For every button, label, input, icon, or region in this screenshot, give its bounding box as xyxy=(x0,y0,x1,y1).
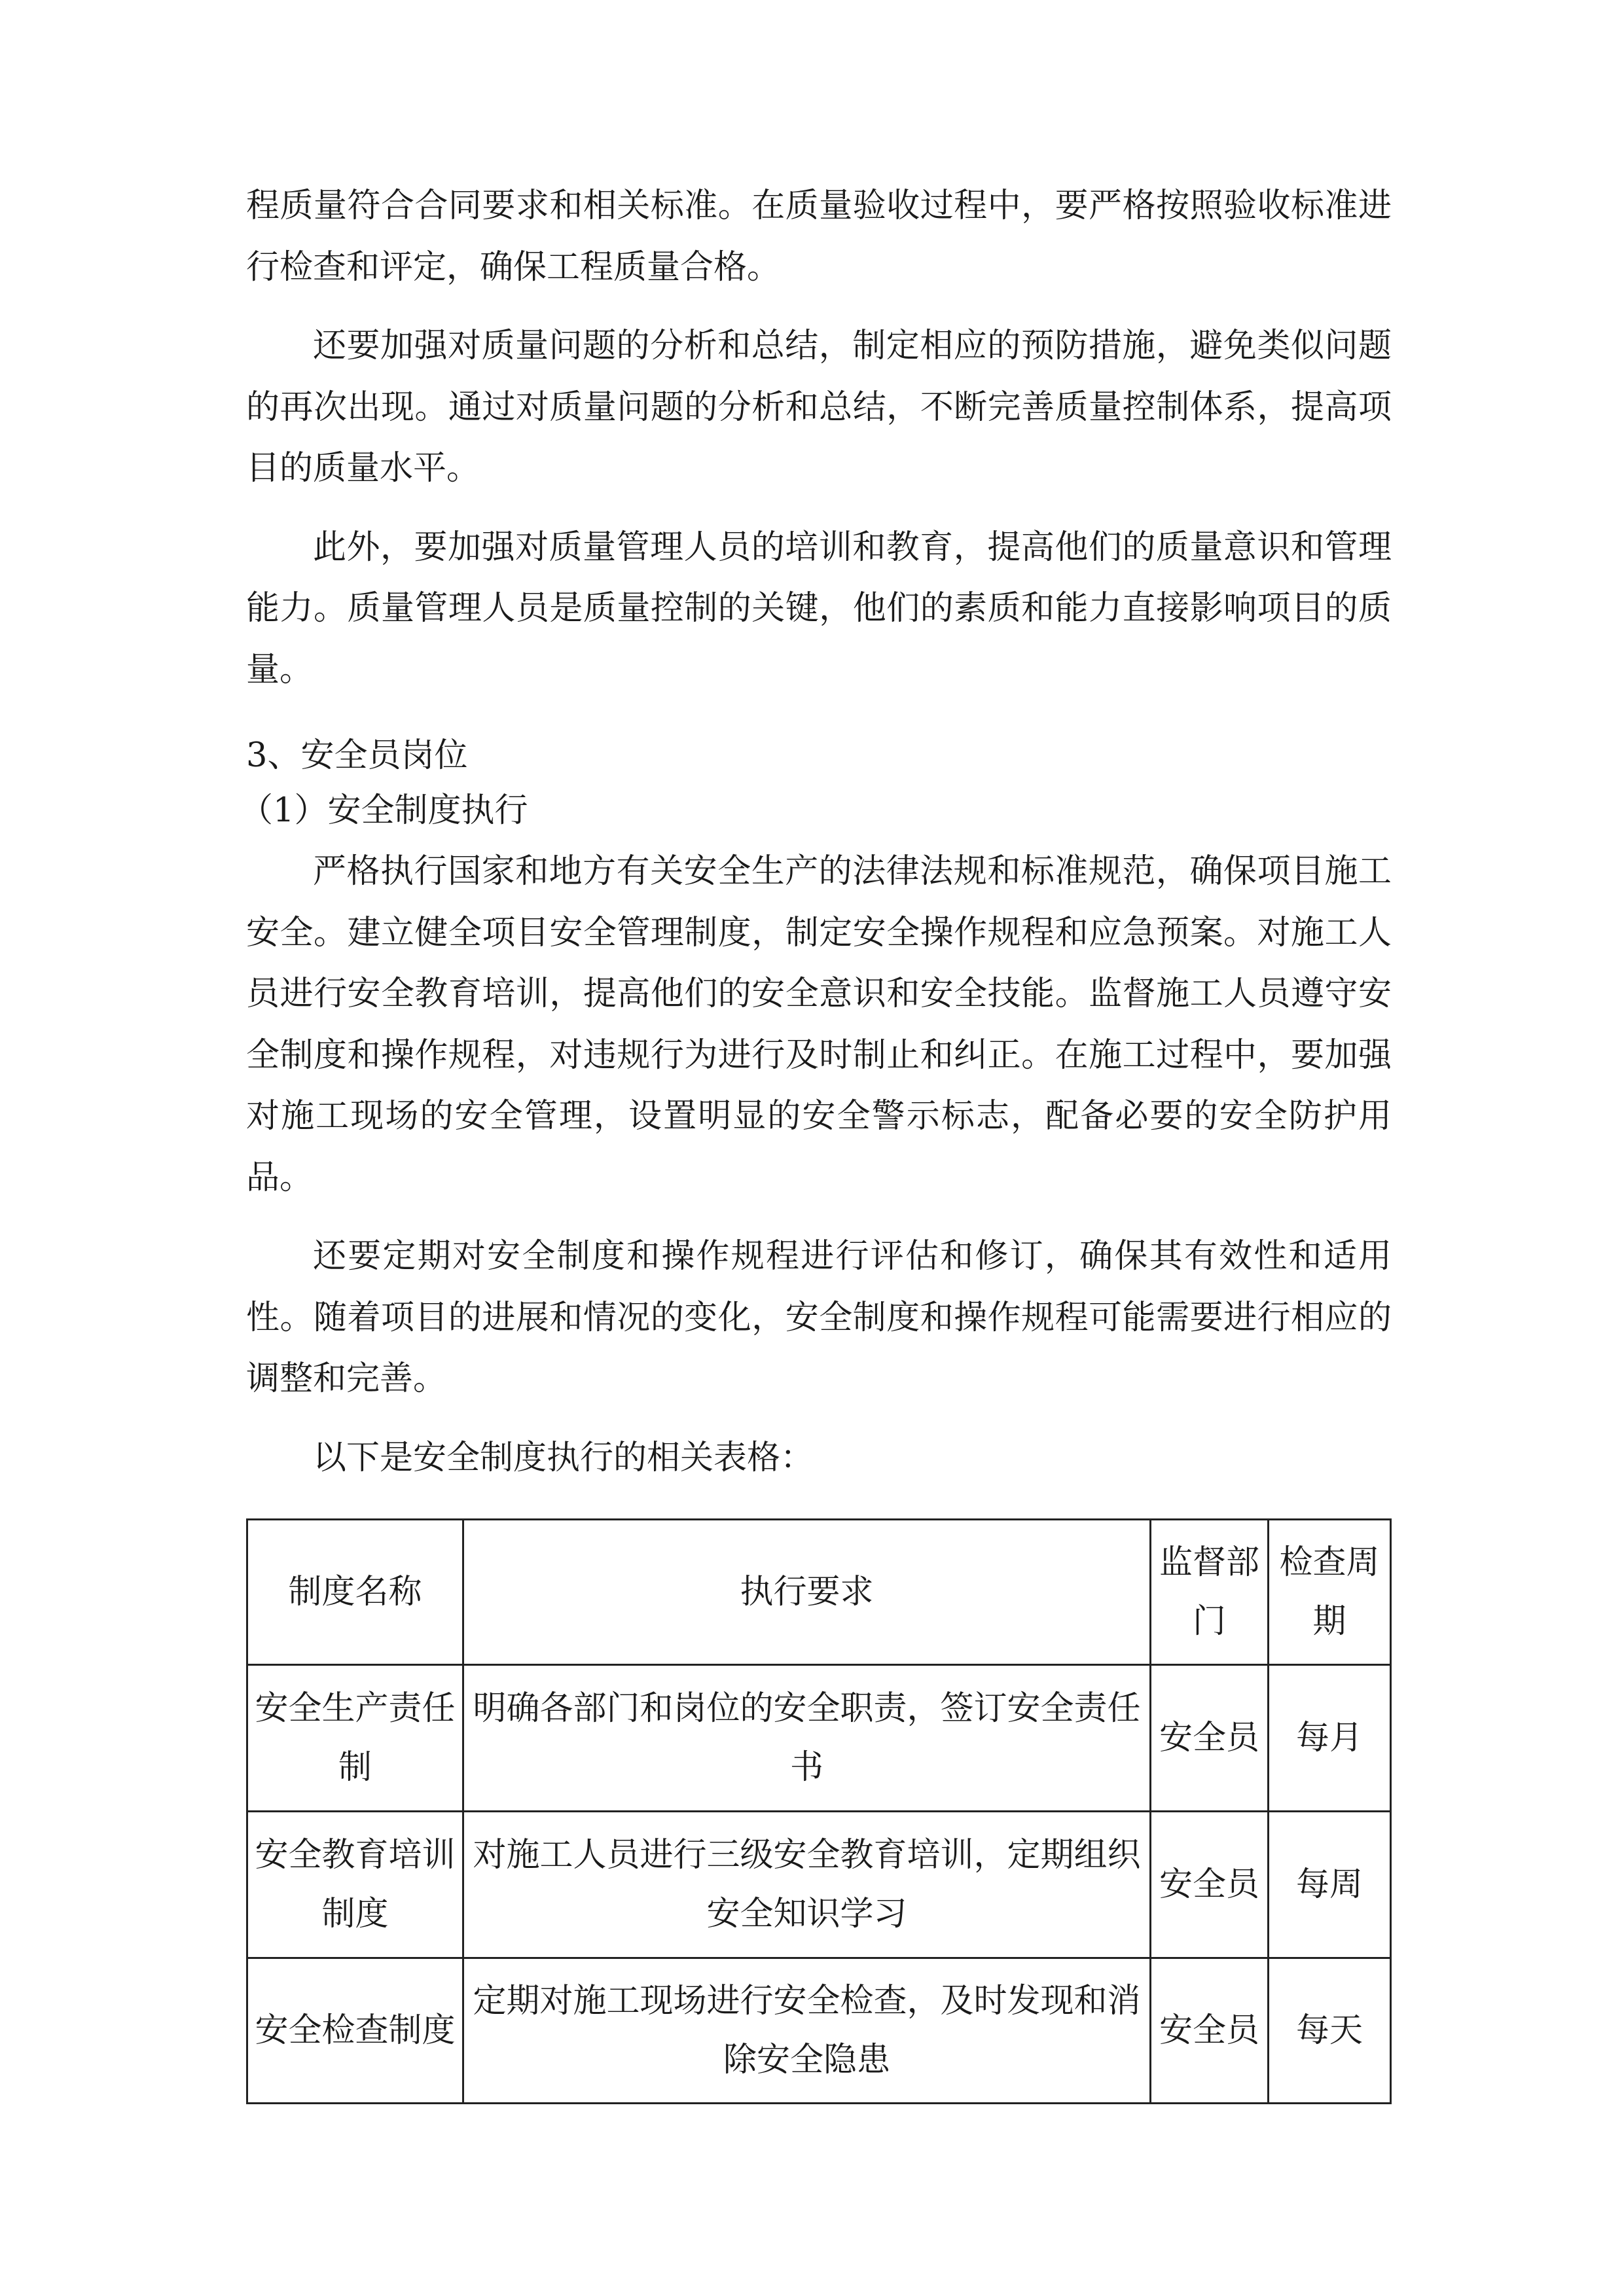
cell-dept: 安全员 xyxy=(1151,1812,1269,1958)
paragraph-safety-review: 还要定期对安全制度和操作规程进行评估和修订，确保其有效性和适用性。随着项目的进展和情况的变化，安全制度和操作规程可能需要进行相应的调整和完善。 xyxy=(246,1237,1392,1398)
cell-period: 每周 xyxy=(1269,1812,1391,1958)
section-heading: 3、安全员岗位 xyxy=(246,736,468,775)
paragraph-quality-acceptance: 程质量符合合同要求和相关标准。在质量验收过程中，要严格按照验收标准进行检查和评定，确保工程质量合格。 xyxy=(246,187,1392,287)
cell-name: 安全检查制度 xyxy=(247,1958,463,2104)
cell-requirement: 对施工人员进行三级安全教育培训，定期组织安全知识学习 xyxy=(463,1812,1151,1958)
cell-dept: 安全员 xyxy=(1151,1958,1269,2104)
table-header-row xyxy=(247,1520,1391,1665)
document-page xyxy=(240,175,1392,1506)
paragraph-quality-training: 此外，要加强对质量管理人员的培训和教育，提高他们的质量意识和管理能力。质量管理人员是质量控制的关键，他们的素质和能力直接影响项目的质量。 xyxy=(246,528,1392,689)
table-intro: 以下是安全制度执行的相关表格： xyxy=(313,1438,814,1477)
table-row xyxy=(247,1812,1391,1958)
table-row xyxy=(247,1958,1391,2104)
paragraph-safety-execution: 严格执行国家和地方有关安全生产的法律法规和标准规范，确保项目施工安全。建立健全项目安全管理制度，制定安全操作规程和应急预案。对施工人员进行安全教育培训，提高他们的安全意识和安全技能。监督施工人员遵守安全制度和操作规程，对违规行为进行及时制止和纠正。在施工过程中，要加强对施工现场的安全管理，设置明显的安全警示标志，配备必要的安全防护用品。 xyxy=(246,852,1392,1197)
cell-dept: 安全员 xyxy=(1151,1665,1269,1812)
cell-requirement: 明确各部门和岗位的安全职责，签订安全责任书 xyxy=(463,1665,1151,1812)
safety-system-table xyxy=(246,1518,1392,2104)
cell-period: 每天 xyxy=(1269,1958,1391,2104)
paragraph-quality-analysis: 还要加强对质量问题的分析和总结，制定相应的预防措施，避免类似问题的再次出现。通过对质量问题的分析和总结，不断完善质量控制体系，提高项目的质量水平。 xyxy=(246,327,1392,488)
header-cell-period: 检查周期 xyxy=(1269,1520,1391,1665)
header-cell-dept: 监督部门 xyxy=(1151,1520,1269,1665)
cell-name: 安全生产责任制 xyxy=(247,1665,463,1812)
header-cell-name: 制度名称 xyxy=(247,1520,463,1665)
header-cell-requirement: 执行要求 xyxy=(463,1520,1151,1665)
cell-period: 每月 xyxy=(1269,1665,1391,1812)
table-row xyxy=(247,1665,1391,1812)
cell-requirement: 定期对施工现场进行安全检查，及时发现和消除安全隐患 xyxy=(463,1958,1151,2104)
subsection-heading: （1）安全制度执行 xyxy=(240,791,528,830)
cell-name: 安全教育培训制度 xyxy=(247,1812,463,1958)
